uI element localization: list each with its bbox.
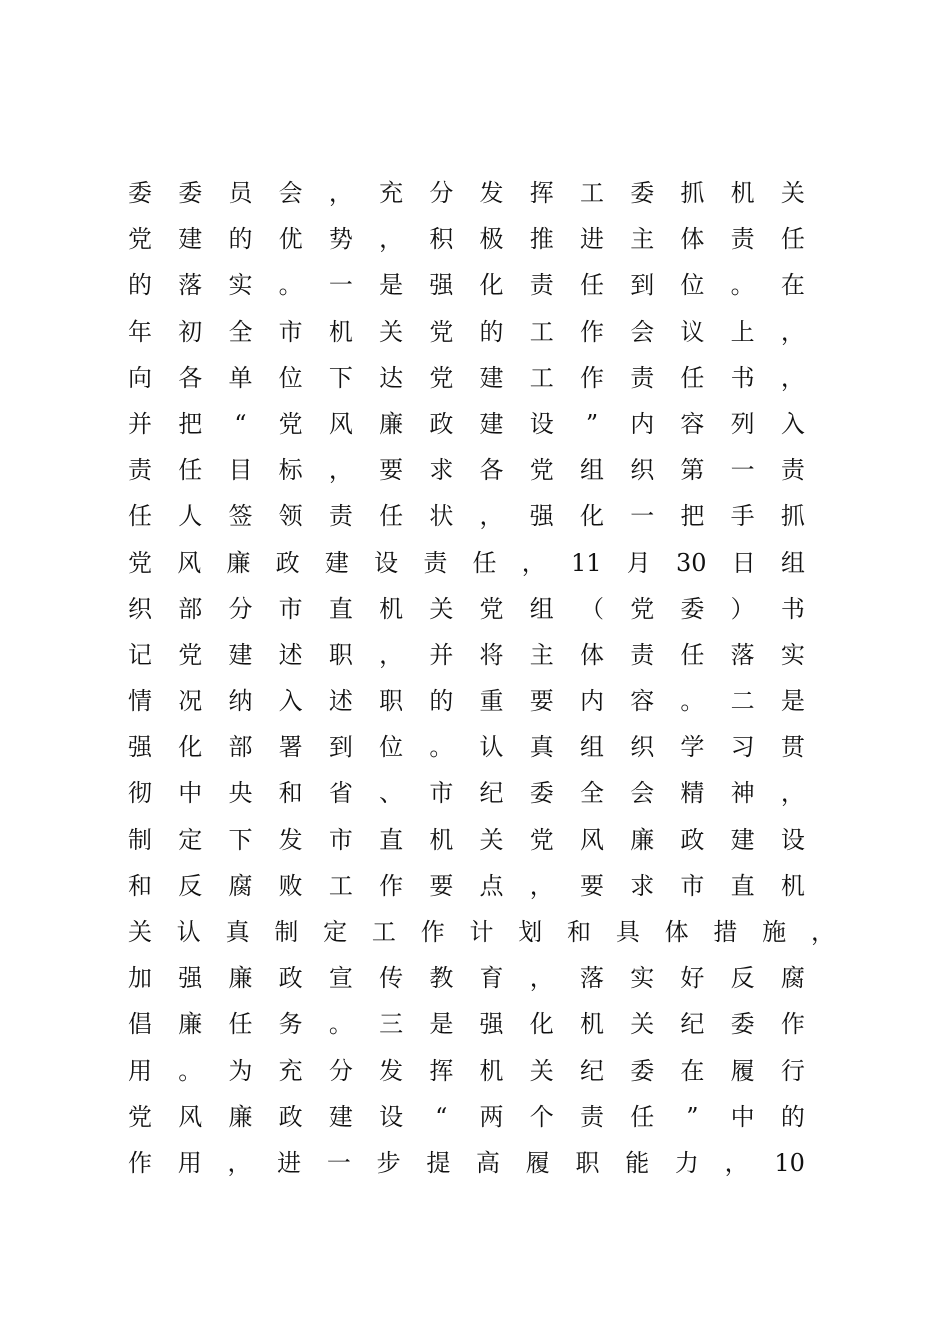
text-line: 年 初 全 市 机 关 党 的 工 作 会 议 上 ， — [128, 317, 805, 346]
text-line: 和 反 腐 败 工 作 要 点 ， 要 求 市 直 机 — [128, 871, 805, 900]
text-line: 党 风 廉 政 建 设 “ 两 个 责 任 ” 中 的 — [128, 1102, 805, 1131]
text-line: 作 用 ， 进 一 步 提 高 履 职 能 力 ， 10 — [128, 1148, 805, 1177]
text-line: 关 认 真 制 定 工 作 计 划 和 具 体 措 施 ， — [128, 918, 835, 946]
text-line: 并 把 “ 党 风 廉 政 建 设 ” 内 容 列 入 — [128, 409, 805, 438]
text-line: 责 任 目 标 ， 要 求 各 党 组 织 第 一 责 — [128, 456, 805, 485]
text-line: 党 风 廉 政 建 设 责 任 ， 11 月 30 日 组 — [128, 548, 805, 577]
text-line: 记 党 建 述 职 ， 并 将 主 体 责 任 落 实 — [128, 640, 805, 669]
text-line: 用 。 为 充 分 发 挥 机 关 纪 委 在 履 行 — [128, 1056, 805, 1085]
text-line: 制 定 下 发 市 直 机 关 党 风 廉 政 建 设 — [128, 825, 805, 854]
text-line: 强 化 部 署 到 位 。 认 真 组 织 学 习 贯 — [128, 733, 805, 762]
text-line: 倡 廉 任 务 。 三 是 强 化 机 关 纪 委 作 — [128, 1010, 805, 1039]
text-line: 彻 中 央 和 省 、 市 纪 委 全 会 精 神 ， — [128, 779, 805, 808]
text-line: 情 况 纳 入 述 职 的 重 要 内 容 。 二 是 — [128, 687, 805, 716]
text-line: 任 人 签 领 责 任 状 ， 强 化 一 把 手 抓 — [128, 502, 805, 531]
text-line: 加 强 廉 政 宣 传 教 育 ， 落 实 好 反 腐 — [128, 964, 805, 993]
text-line: 向 各 单 位 下 达 党 建 工 作 责 任 书 ， — [128, 363, 805, 392]
text-line: 织 部 分 市 直 机 关 党 组 （ 党 委 ） 书 — [128, 594, 805, 623]
text-line: 委 委 员 会 ， 充 分 发 挥 工 委 抓 机 关 — [128, 179, 805, 207]
text-line: 党 建 的 优 势 ， 积 极 推 进 主 体 责 任 — [128, 225, 805, 254]
text-line: 的 落 实 。 一 是 强 化 责 任 到 位 。 在 — [128, 271, 805, 300]
body-text — [128, 170, 835, 1186]
